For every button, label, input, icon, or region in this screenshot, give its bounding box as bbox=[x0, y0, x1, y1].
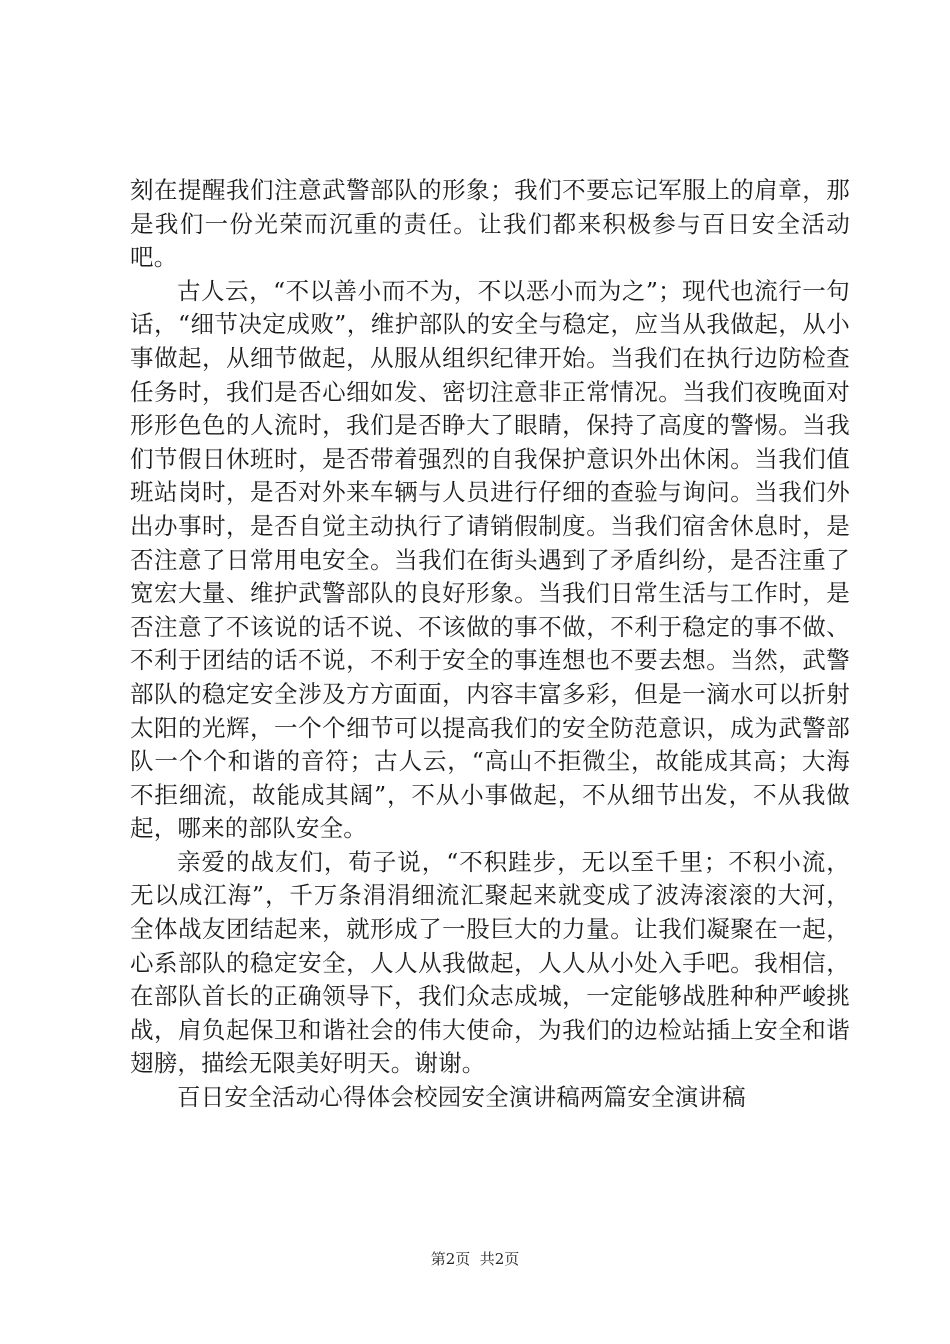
paragraph-1: 刻在提醒我们注意武警部队的形象；我们不要忘记军服上的肩章，那是我们一份光荣而沉重的责任。让我们都来积极参与百日安全活动吧。 bbox=[130, 176, 850, 272]
page-footer bbox=[0, 1248, 950, 1269]
paragraph-2: 古人云，“不以善小而不为，不以恶小而为之”；现代也流行一句话，“细节决定成败”，维护部队的安全与稳定，应当从我做起，从小事做起，从细节做起，从服从组织纪律开始。当我们在执行边防检查任务时，我们是否心细如发、密切注意非正常情况。当我们夜晚面对形形色色的人流时，我们是否睁大了眼睛，保持了高度的警惕。当我们节假日休班时，是否带着强烈的自我保护意识外出休闲。当我们值班站岗时，是否对外来车辆与人员进行仔细的查验与询问。当我们外出办事时，是否自觉主动执行了请销假制度。当我们宿舍休息时，是否注意了日常用电安全。当我们在街头遇到了矛盾纠纷，是否注重了宽宏大量、维护武警部队的良好形象。当我们日常生活与工作时，是否注意了不该说的话不说、不该做的事不做，不利于稳定的事不做、不利于团结的话不说，不利于安全的事连想也不要去想。当然，武警部队的稳定安全涉及方方面面，内容丰富多彩，但是一滴水可以折射太阳的光辉，一个个细节可以提高我们的安全防范意识，成为武警部队一个个和谐的音符；古人云，“高山不拒微尘，故能成其高；大海不拒细流，故能成其阔”，不从小事做起，不从细节出发，不从我做起，哪来的部队安全。 bbox=[130, 276, 850, 843]
paragraph-3: 亲爱的战友们，荀子说，“不积跬步，无以至千里；不积小流，无以成江海”，千万条涓涓细流汇聚起来就变成了波涛滚滚的大河，全体战友团结起来，就形成了一股巨大的力量。让我们凝聚在一起，心系部队的稳定安全，人人从我做起，人人从小处入手吧。我相信，在部队首长的正确领导下，我们众志成城，一定能够战胜种种严峻挑战，肩负起保卫和谐社会的伟大使命，为我们的边检站插上安全和谐翅膀，描绘无限美好明天。谢谢。 bbox=[130, 847, 850, 1078]
page-number-label: 第2页 共2页 bbox=[430, 1250, 520, 1268]
paragraph-4: 百日安全活动心得体会校园安全演讲稿两篇安全演讲稿 bbox=[177, 1083, 746, 1112]
document-body bbox=[130, 174, 850, 1115]
